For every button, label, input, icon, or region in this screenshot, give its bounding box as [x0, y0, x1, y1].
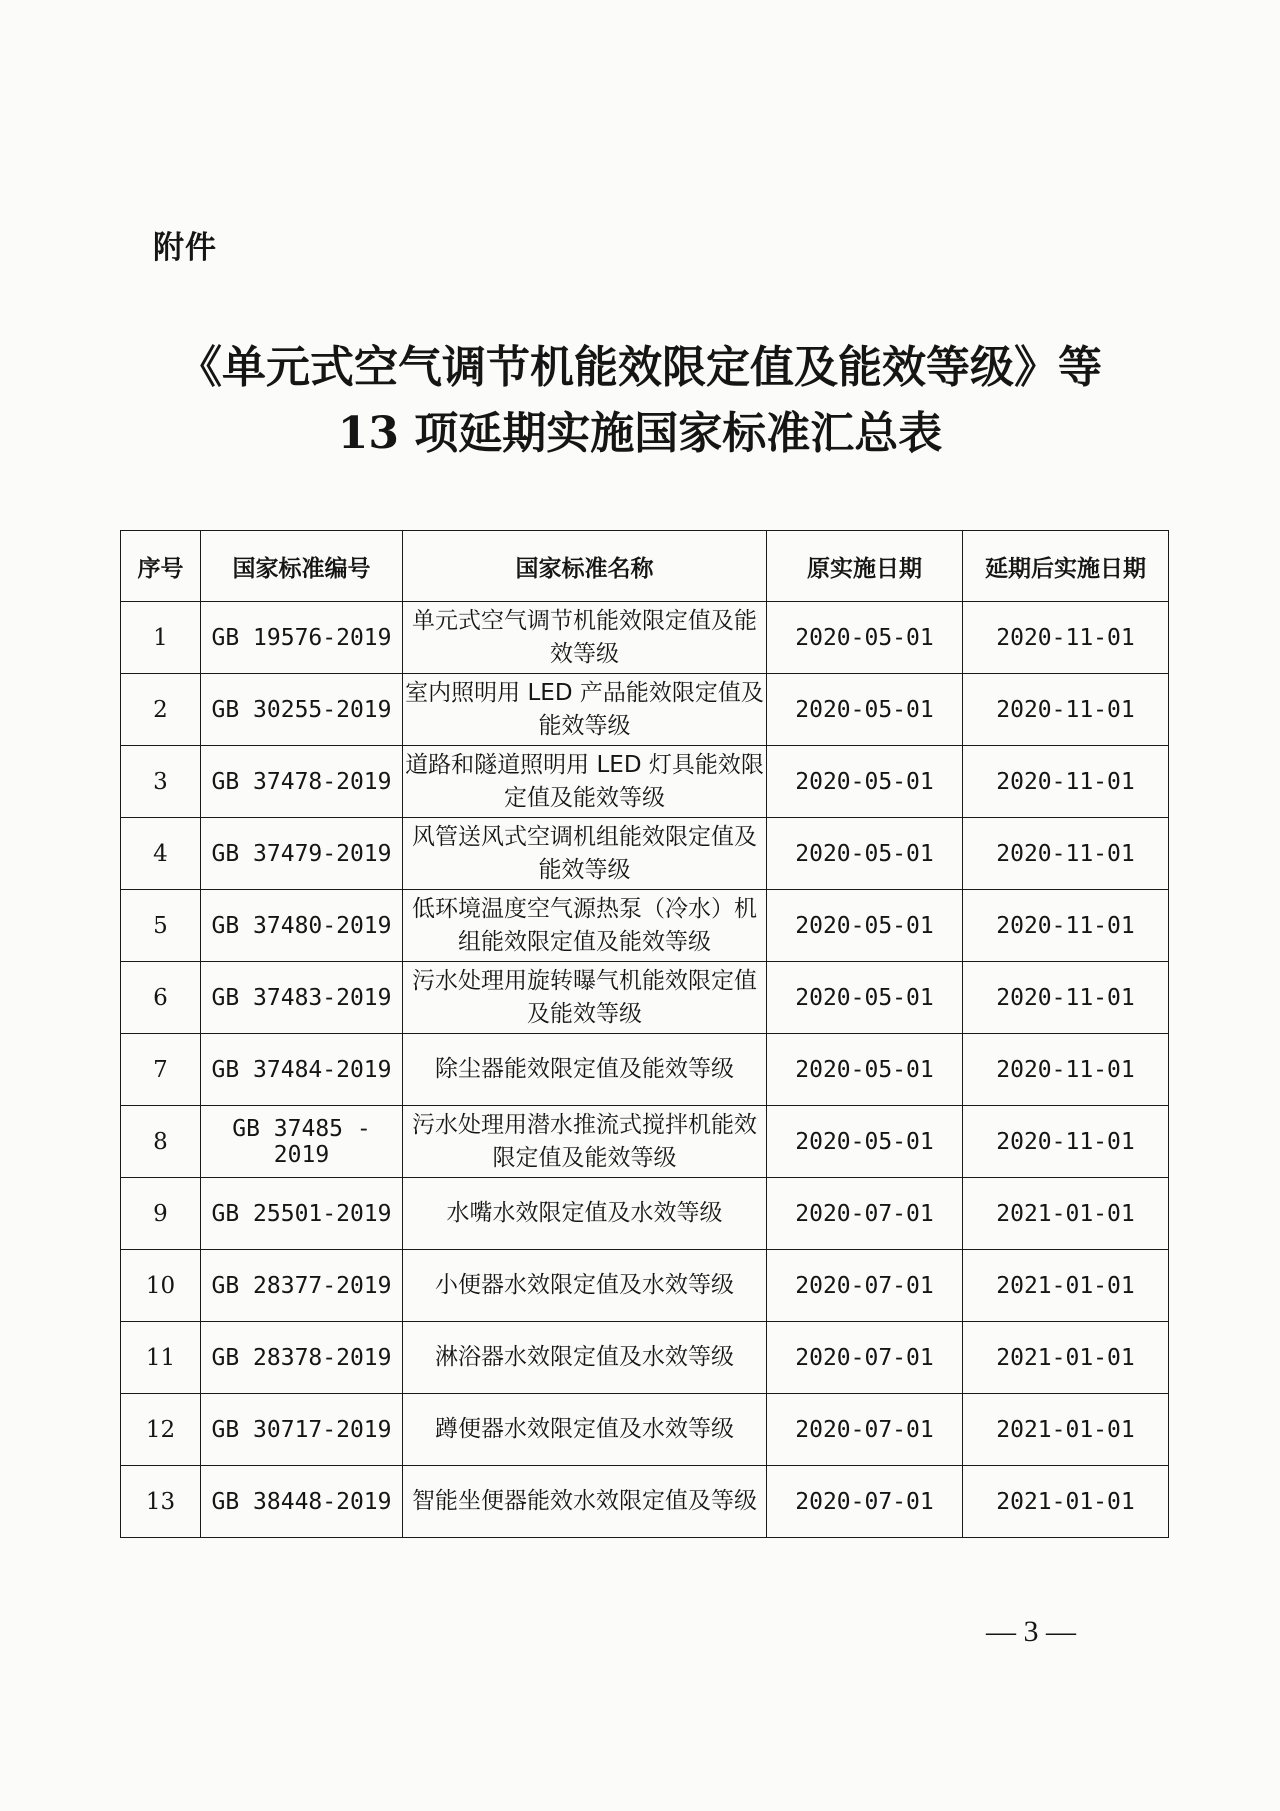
- row-postponed-date: 2021-01-01: [963, 1322, 1169, 1394]
- table-header-row: [121, 531, 1169, 602]
- row-postponed-date: 2020-11-01: [963, 602, 1169, 674]
- row-standard-code: GB 19576-2019: [201, 602, 403, 674]
- row-postponed-date: 2020-11-01: [963, 674, 1169, 746]
- row-seq-no: 10: [121, 1250, 201, 1322]
- row-standard-name: 除尘器能效限定值及能效等级: [403, 1034, 767, 1106]
- row-original-date: 2020-05-01: [767, 1034, 963, 1106]
- standards-summary-table: [120, 530, 1169, 1538]
- row-standard-name: 污水处理用旋转曝气机能效限定值及能效等级: [403, 962, 767, 1034]
- row-postponed-date: 2020-11-01: [963, 962, 1169, 1034]
- table-row: [121, 746, 1169, 818]
- row-original-date: 2020-07-01: [767, 1466, 963, 1538]
- row-standard-code: GB 28378-2019: [201, 1322, 403, 1394]
- row-original-date: 2020-07-01: [767, 1394, 963, 1466]
- row-standard-code: GB 37479-2019: [201, 818, 403, 890]
- table-body: [121, 602, 1169, 1538]
- row-standard-code: GB 37484-2019: [201, 1034, 403, 1106]
- row-seq-no: 2: [121, 674, 201, 746]
- row-standard-code: GB 37480-2019: [201, 890, 403, 962]
- row-seq-no: 4: [121, 818, 201, 890]
- row-seq-no: 12: [121, 1394, 201, 1466]
- row-standard-code: GB 30255-2019: [201, 674, 403, 746]
- row-seq-no: 6: [121, 962, 201, 1034]
- row-standard-name: 智能坐便器能效水效限定值及等级: [403, 1466, 767, 1538]
- row-postponed-date: 2021-01-01: [963, 1466, 1169, 1538]
- table-row: [121, 1466, 1169, 1538]
- row-standard-name: 单元式空气调节机能效限定值及能效等级: [403, 602, 767, 674]
- row-seq-no: 1: [121, 602, 201, 674]
- row-standard-name: 污水处理用潜水推流式搅拌机能效限定值及能效等级: [403, 1106, 767, 1178]
- table-row: [121, 602, 1169, 674]
- row-standard-name: 低环境温度空气源热泵（冷水）机组能效限定值及能效等级: [403, 890, 767, 962]
- row-postponed-date: 2020-11-01: [963, 1034, 1169, 1106]
- row-postponed-date: 2021-01-01: [963, 1394, 1169, 1466]
- row-standard-code: GB 38448-2019: [201, 1466, 403, 1538]
- row-standard-code: GB 37485 - 2019: [201, 1106, 403, 1178]
- row-standard-name: 道路和隧道照明用 LED 灯具能效限定值及能效等级: [403, 746, 767, 818]
- row-original-date: 2020-05-01: [767, 1106, 963, 1178]
- row-original-date: 2020-07-01: [767, 1250, 963, 1322]
- row-seq-no: 13: [121, 1466, 201, 1538]
- row-seq-no: 8: [121, 1106, 201, 1178]
- page-number: — 3 —: [986, 1615, 1076, 1648]
- header-standard-name: 国家标准名称: [403, 531, 767, 602]
- header-original-date: 原实施日期: [767, 531, 963, 602]
- row-postponed-date: 2020-11-01: [963, 746, 1169, 818]
- row-original-date: 2020-05-01: [767, 890, 963, 962]
- row-seq-no: 11: [121, 1322, 201, 1394]
- table-row: [121, 1250, 1169, 1322]
- row-seq-no: 5: [121, 890, 201, 962]
- row-standard-code: GB 37478-2019: [201, 746, 403, 818]
- row-seq-no: 9: [121, 1178, 201, 1250]
- row-original-date: 2020-05-01: [767, 962, 963, 1034]
- document-title-line-1: 《单元式空气调节机能效限定值及能效等级》等: [178, 342, 1102, 393]
- table-row: [121, 962, 1169, 1034]
- row-postponed-date: 2021-01-01: [963, 1250, 1169, 1322]
- table-row: [121, 818, 1169, 890]
- table-row: [121, 1106, 1169, 1178]
- row-postponed-date: 2020-11-01: [963, 1106, 1169, 1178]
- row-standard-name: 小便器水效限定值及水效等级: [403, 1250, 767, 1322]
- row-standard-name: 风管送风式空调机组能效限定值及能效等级: [403, 818, 767, 890]
- table-row: [121, 1322, 1169, 1394]
- attachment-label: 附件: [153, 230, 217, 266]
- row-original-date: 2020-05-01: [767, 818, 963, 890]
- table-row: [121, 1178, 1169, 1250]
- row-postponed-date: 2020-11-01: [963, 890, 1169, 962]
- row-seq-no: 3: [121, 746, 201, 818]
- row-standard-name: 蹲便器水效限定值及水效等级: [403, 1394, 767, 1466]
- row-original-date: 2020-07-01: [767, 1178, 963, 1250]
- table-row: [121, 674, 1169, 746]
- row-postponed-date: 2021-01-01: [963, 1178, 1169, 1250]
- header-postponed-date: 延期后实施日期: [963, 531, 1169, 602]
- row-original-date: 2020-05-01: [767, 674, 963, 746]
- table-row: [121, 1034, 1169, 1106]
- row-postponed-date: 2020-11-01: [963, 818, 1169, 890]
- row-standard-name: 淋浴器水效限定值及水效等级: [403, 1322, 767, 1394]
- row-standard-name: 室内照明用 LED 产品能效限定值及能效等级: [403, 674, 767, 746]
- document-title-line-2: 13 项延期实施国家标准汇总表: [337, 408, 943, 459]
- row-standard-code: GB 37483-2019: [201, 962, 403, 1034]
- row-standard-code: GB 28377-2019: [201, 1250, 403, 1322]
- header-standard-code: 国家标准编号: [201, 531, 403, 602]
- header-seq-no: 序号: [121, 531, 201, 602]
- row-original-date: 2020-07-01: [767, 1322, 963, 1394]
- row-standard-code: GB 30717-2019: [201, 1394, 403, 1466]
- table-row: [121, 890, 1169, 962]
- row-standard-name: 水嘴水效限定值及水效等级: [403, 1178, 767, 1250]
- row-original-date: 2020-05-01: [767, 746, 963, 818]
- row-seq-no: 7: [121, 1034, 201, 1106]
- row-standard-code: GB 25501-2019: [201, 1178, 403, 1250]
- table-row: [121, 1394, 1169, 1466]
- row-original-date: 2020-05-01: [767, 602, 963, 674]
